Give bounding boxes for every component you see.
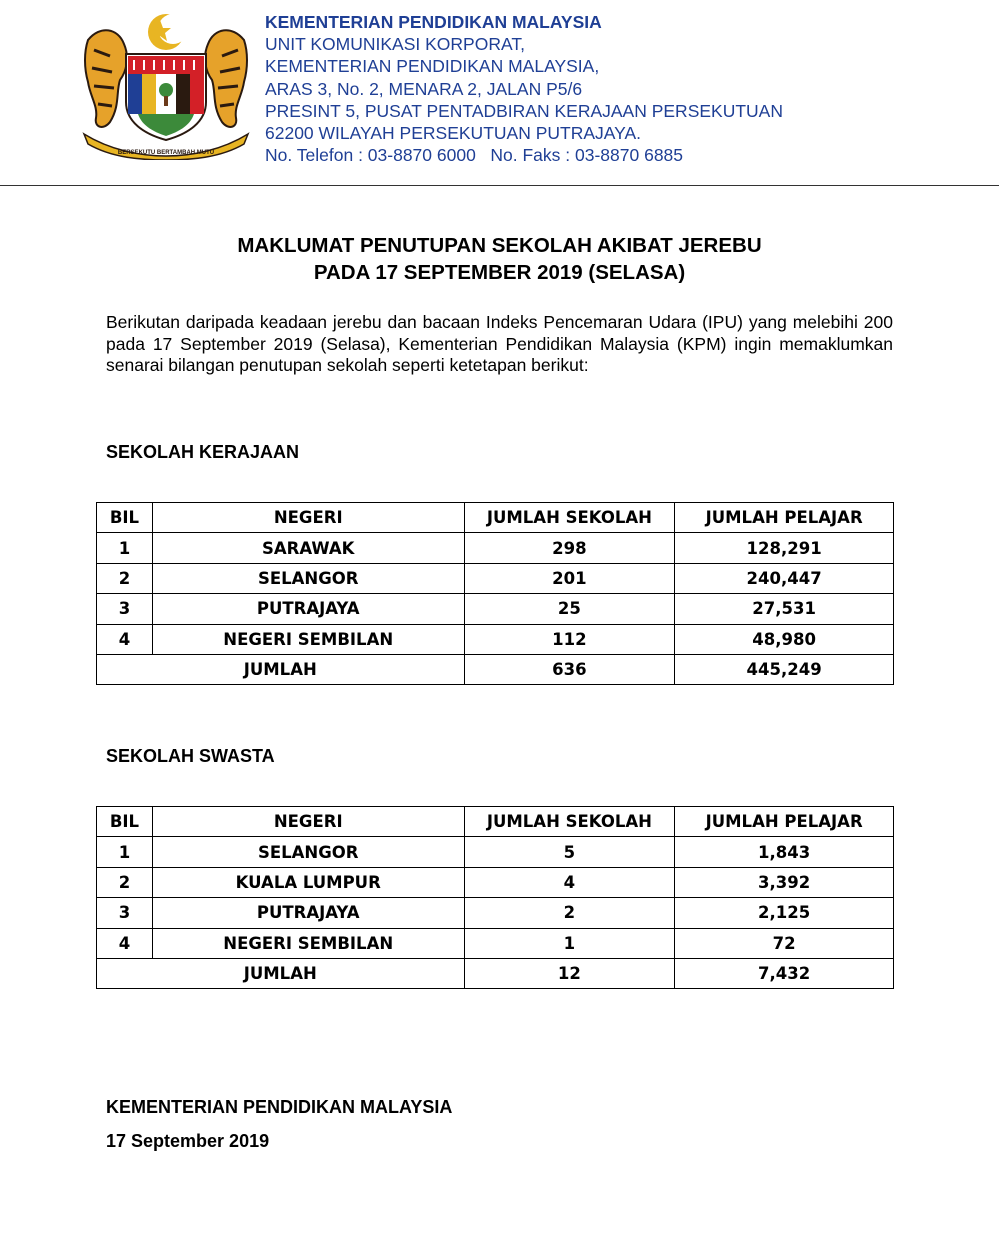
section-heading-swasta: SEKOLAH SWASTA [106, 746, 275, 766]
cell-sekolah: 1 [464, 928, 675, 958]
table-header-row [97, 807, 894, 837]
header-negeri: NEGERI [152, 807, 464, 837]
cell-pelajar: 128,291 [675, 533, 894, 563]
address-line: KEMENTERIAN PENDIDIKAN MALAYSIA, [265, 56, 600, 77]
header-jumlah-pelajar: JUMLAH PELAJAR [675, 807, 894, 837]
table-row [97, 867, 894, 897]
cell-negeri: KUALA LUMPUR [152, 867, 464, 897]
cell-pelajar: 2,125 [675, 898, 894, 928]
total-label: JUMLAH [97, 958, 465, 988]
header-jumlah-pelajar: JUMLAH PELAJAR [675, 503, 894, 533]
cell-bil: 3 [97, 898, 153, 928]
total-pelajar: 7,432 [675, 958, 894, 988]
table-header-row [97, 503, 894, 533]
cell-sekolah: 2 [464, 898, 675, 928]
cell-sekolah: 112 [464, 624, 675, 654]
table-row [97, 563, 894, 593]
total-pelajar: 445,249 [675, 654, 894, 684]
header-jumlah-sekolah: JUMLAH SEKOLAH [464, 503, 675, 533]
letterhead-address-block [265, 11, 783, 166]
cell-pelajar: 240,447 [675, 563, 894, 593]
footer-date: 17 September 2019 [106, 1131, 270, 1151]
table-row [97, 624, 894, 654]
cell-negeri: NEGERI SEMBILAN [152, 928, 464, 958]
table-row [97, 898, 894, 928]
cell-pelajar: 48,980 [675, 624, 894, 654]
table-row [97, 533, 894, 563]
cell-bil: 1 [97, 837, 153, 867]
cell-sekolah: 5 [464, 837, 675, 867]
cell-bil: 2 [97, 867, 153, 897]
header-bil: BIL [97, 807, 153, 837]
total-sekolah: 12 [464, 958, 675, 988]
cell-negeri: SARAWAK [152, 533, 464, 563]
cell-sekolah: 25 [464, 594, 675, 624]
letterhead [0, 0, 999, 190]
cell-sekolah: 4 [464, 867, 675, 897]
address-line: UNIT KOMUNIKASI KORPORAT, [265, 34, 525, 55]
cell-pelajar: 72 [675, 928, 894, 958]
header-negeri: NEGERI [152, 503, 464, 533]
address-line: 62200 WILAYAH PERSEKUTUAN PUTRAJAYA. [265, 123, 642, 144]
table-row [97, 594, 894, 624]
address-line: ARAS 3, No. 2, MENARA 2, JALAN P5/6 [265, 78, 583, 99]
cell-negeri: PUTRAJAYA [152, 898, 464, 928]
svg-text:BERSEKUTU BERTAMBAH MUTU: BERSEKUTU BERTAMBAH MUTU [117, 150, 215, 156]
cell-bil: 4 [97, 624, 153, 654]
cell-bil: 2 [97, 563, 153, 593]
title-line: PADA 17 SEPTEMBER 2019 (SELASA) [313, 261, 686, 284]
letterhead-divider [0, 185, 999, 186]
cell-bil: 1 [97, 533, 153, 563]
cell-negeri: SELANGOR [152, 837, 464, 867]
header-jumlah-sekolah: JUMLAH SEKOLAH [464, 807, 675, 837]
cell-sekolah: 201 [464, 563, 675, 593]
cell-negeri: SELANGOR [152, 563, 464, 593]
letterhead-organization: KEMENTERIAN PENDIDIKAN MALAYSIA [265, 12, 602, 32]
total-label: JUMLAH [97, 654, 465, 684]
intro-paragraph: Berikutan daripada keadaan jerebu dan bacaan Indeks Pencemaran Udara (IPU) yang melebihi 200 pada 17 September 2019 (Selasa), Kementerian Pendidikan Malaysia (KPM) ingin memaklumkan senarai bilangan penutupan sekolah seperti ketetapan berikut: [106, 312, 893, 376]
header-bil: BIL [97, 503, 153, 533]
section-heading-kerajaan: SEKOLAH KERAJAAN [106, 442, 300, 462]
document-title [0, 232, 999, 286]
cell-pelajar: 1,843 [675, 837, 894, 867]
table-sekolah-kerajaan [96, 502, 894, 685]
cell-negeri: PUTRAJAYA [152, 594, 464, 624]
footer-organization: KEMENTERIAN PENDIDIKAN MALAYSIA [106, 1097, 453, 1117]
title-line: MAKLUMAT PENUTUPAN SEKOLAH AKIBAT JEREBU [237, 234, 762, 257]
cell-pelajar: 27,531 [675, 594, 894, 624]
cell-sekolah: 298 [464, 533, 675, 563]
cell-pelajar: 3,392 [675, 867, 894, 897]
table-row [97, 837, 894, 867]
table-total-row [97, 958, 894, 988]
contact-line: No. Telefon : 03-8870 6000 No. Faks : 03-8870 6885 [265, 145, 684, 166]
table-row [97, 928, 894, 958]
cell-negeri: NEGERI SEMBILAN [152, 624, 464, 654]
coat-of-arms-icon [80, 10, 252, 160]
table-sekolah-swasta [96, 806, 894, 989]
table-total-row [97, 654, 894, 684]
total-sekolah: 636 [464, 654, 675, 684]
address-line: PRESINT 5, PUSAT PENTADBIRAN KERAJAAN PERSEKUTUAN [265, 100, 783, 121]
cell-bil: 3 [97, 594, 153, 624]
cell-bil: 4 [97, 928, 153, 958]
